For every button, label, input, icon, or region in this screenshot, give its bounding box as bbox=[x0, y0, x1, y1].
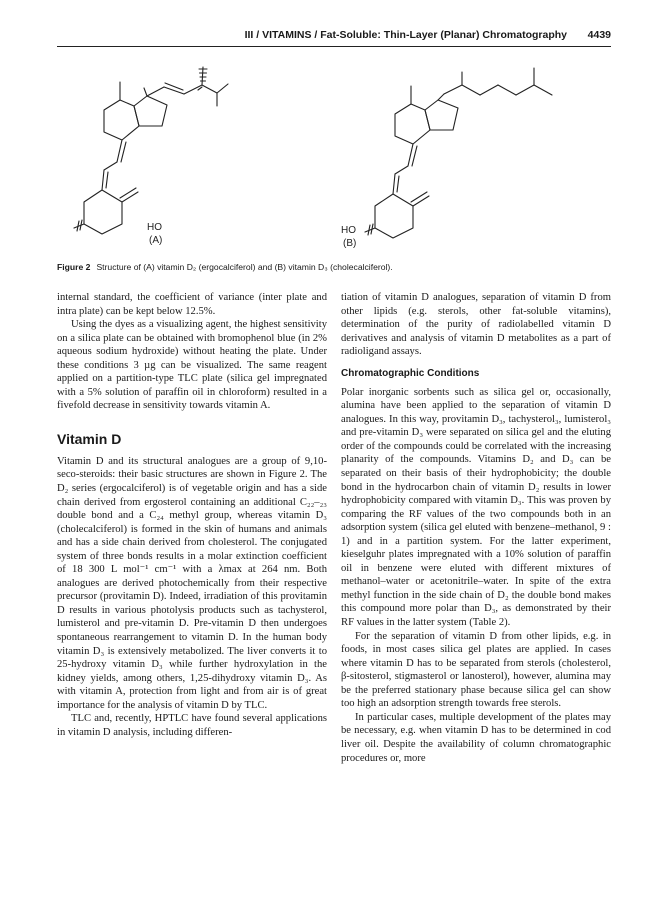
figure-2 bbox=[57, 60, 611, 260]
paragraph: Vitamin D and its structural analogues are a group of 9,10-seco-steroids: their basic structures are shown in Figure 2. The D₂ series (ergocalciferol) is of vegetable origin and has a side chain derived from ergosterol containing an additional C₂₂–₂₃ double bond and a C₂₄ methyl group, whereas vitamin D₃ (cholecalciferol) is formed in the skin of humans and animals and has a side chain derived from cholesterol. The conjugated system of three bonds results in a molar extinction coefficient of 18 300 L mol⁻¹ cm⁻¹ with a λmax at 264 nm. Both analogues are derived photochemically from their respective precursor (provitamin D). Indeed, irradiation of this provitamin D results in various photolysis products such as tachysterol, lumisterol and pre-vitamin D. Pre-vitamin D then undergoes spontaneous rearrangement to vitamin D. In the human body vitamin D₃ is extensively metabolized. The liver converts it to 25-hydroxy vitamin D₃ while further hydroxylation in the kidney yields, among others, 1,25-dihydroxy vitamin D₃. As with vitamin A, protection from light and from air is of great importance for the analysis of vitamin D by TLC. bbox=[57, 455, 327, 711]
figure-caption-label: Figure 2 bbox=[57, 262, 91, 272]
figure-label-a: (A) bbox=[149, 235, 163, 246]
running-header bbox=[57, 24, 611, 47]
ho-label-b: HO bbox=[341, 225, 356, 236]
paragraph: TLC and, recently, HPTLC have found several applications in vitamin D analysis, including differen- bbox=[57, 713, 327, 738]
running-header-title: III / VITAMINS / Fat-Soluble: Thin-Layer (Planar) Chromatography bbox=[244, 29, 567, 41]
left-column bbox=[57, 291, 327, 739]
structure-vitamin-d3 bbox=[365, 68, 552, 238]
paragraph: Polar inorganic sorbents such as silica gel or, occasionally, alumina have been applied to the separation of vitamin D analogues. In this way, provitamin D₃, tachysterol₃, lumisterol₃ and pre-vitamin D₃ were separated on silica gel and the eluting order of the compounds could be correlated with the increasing planarity of the compounds. Vitamins D₂ and D₃ can be separated on their basis of their hydrophobicity; the double bond in the hydrocarbon chain of vitamin D₂ results in lower hydrophobicity compared with vitamin D₃. This was proven by comparing the RF values of the two compounds both in an adsorption system (silica gel eluted with benzene–methanol, 9 : 1) and in a partition system. For the latter experiment, kieselguhr plates impregnated with a 10% solution of paraffin oil in benzene were eluted with different mixtures of methanol–water or acetonitrile–water. In spite of the extra methyl function in the side chain of D₂ the double bond makes this compound more polar than D₃, as demonstrated by their RF values in the latter system (Table 2). bbox=[341, 386, 611, 629]
ho-label-a: HO bbox=[147, 222, 162, 233]
paragraph: Using the dyes as a visualizing agent, the highest sensitivity on a silica plate can be obtained with bromophenol blue (in 2% aqueous sodium hydroxide) without heating the plate. Under these conditions 3 µg can be visualized. The same reagent applied on a partition-type TLC plate (silica gel impregnated with a 5% solution of paraffin oil in chloroform) resulted in a fivefold decrease in sensitivity towards vitamin A. bbox=[57, 319, 327, 412]
figure-label-b: (B) bbox=[343, 238, 357, 249]
paragraph: tiation of vitamin D analogues, separation of vitamin D from other lipids (e.g. sterols, other fat-soluble vitamins), determination of the purity of radiolabelled vitamin D derivatives and analysis of vitamin D metabolites as a part of radioligand assays. bbox=[341, 292, 611, 358]
page-number: 4439 bbox=[587, 29, 611, 41]
paragraph: internal standard, the coefficient of variance (inter plate and intra plate) can be kept below 12.5%. bbox=[57, 292, 327, 317]
subheading-chromatographic-conditions: Chromatographic Conditions bbox=[341, 367, 480, 379]
structure-vitamin-d2 bbox=[74, 67, 228, 234]
figure-caption-text: Structure of (A) vitamin D₂ (ergocalciferol) and (B) vitamin D₃ (cholecalciferol). bbox=[96, 262, 393, 272]
right-column bbox=[341, 291, 611, 765]
section-heading-vitamin-d: Vitamin D bbox=[57, 430, 122, 447]
paragraph: For the separation of vitamin D from other lipids, e.g. in foods, in most cases silica gel plates are applied. In cases where vitamin D has to be separated from sterols (cholesterol, β-sitosterol, stigmasterol or lanosterol), however, alumina may be the preferred stationary phase because silica gel can show too high an adsorption strength towards free sterols. bbox=[341, 630, 611, 710]
vitamin-d-structures-diagram bbox=[57, 60, 611, 260]
figure-caption bbox=[57, 262, 617, 272]
paragraph: In particular cases, multiple development of the plates may be necessary, e.g. when vitamin D has to be determined in cod liver oil. Despite the availability of column chromatographic procedures or, more bbox=[341, 711, 611, 764]
